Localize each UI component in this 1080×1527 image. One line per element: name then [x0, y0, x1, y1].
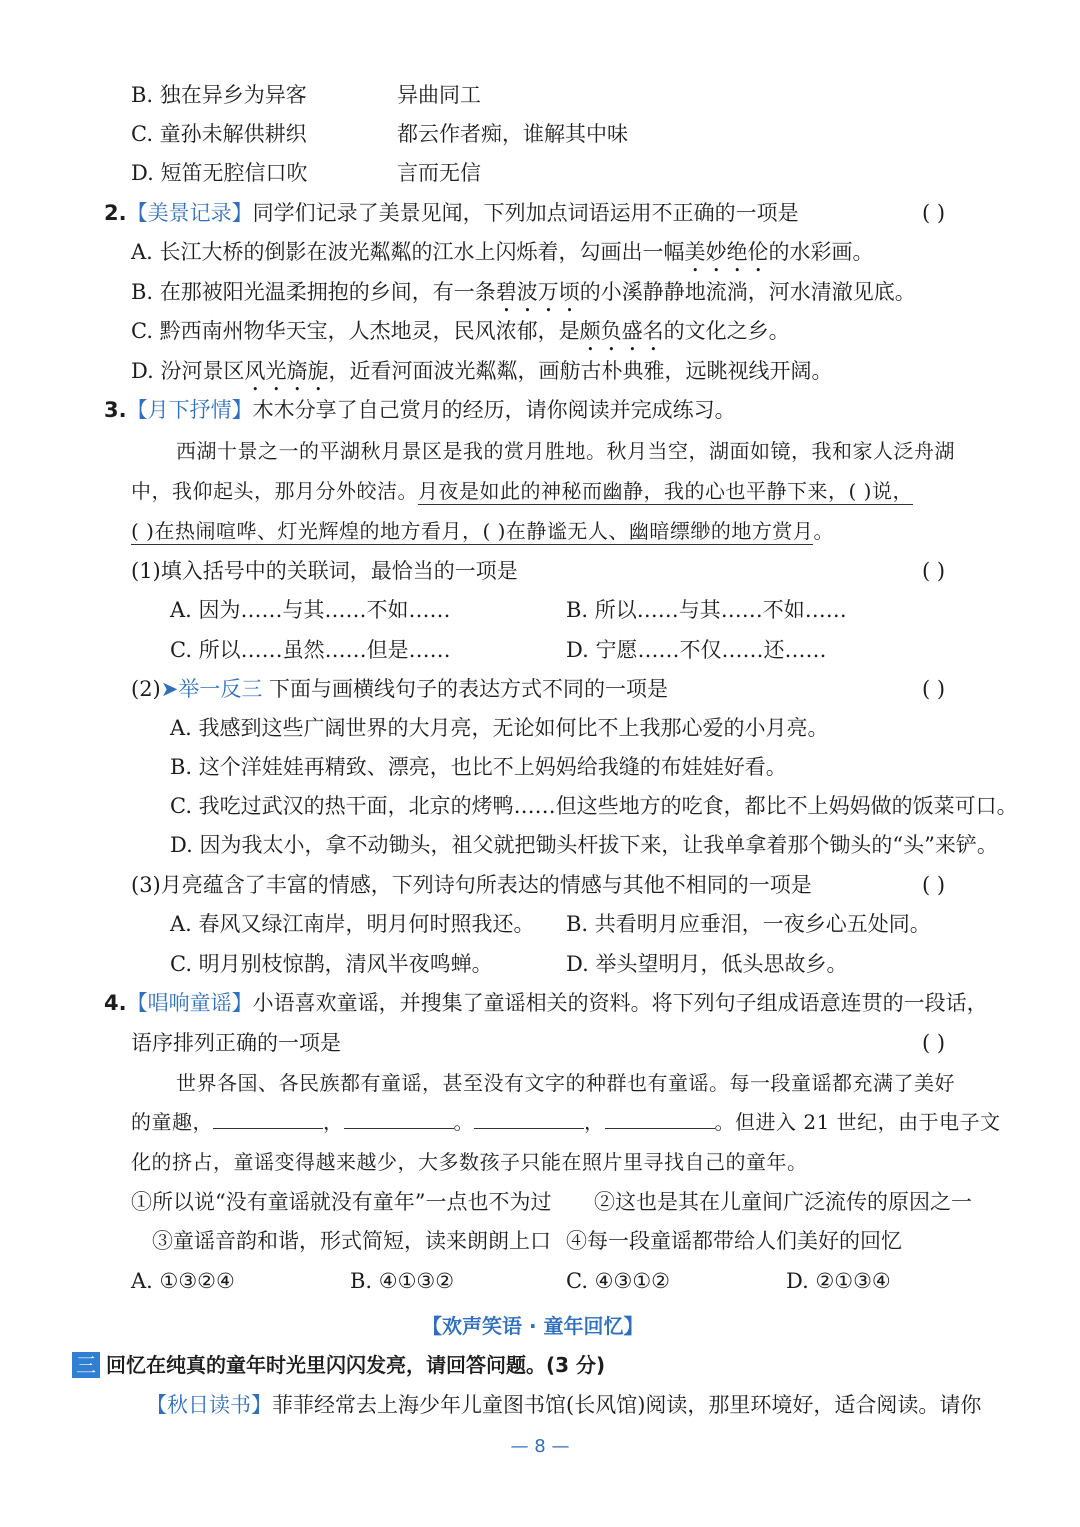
question-2-tag: 【美景记录】: [126, 201, 253, 225]
q4-choice-a: A. ①③②④: [131, 1269, 235, 1293]
question-4-stem-line-2: 语序排列正确的一项是: [131, 1031, 341, 1055]
q1-option-d-left: D. 短笛无腔信口吹: [131, 161, 308, 185]
q3-passage-line-3: ( )在热闹喧哗、灯光辉煌的地方看月，( )在静谧无人、幽暗缥缈的地方赏月。: [131, 519, 834, 543]
section-number-badge: 三: [72, 1352, 100, 1378]
page-number: — 8 —: [510, 1436, 570, 1457]
q2-option-c: C. 黔西南州物华天宝，人杰地灵，民风浓郁，是颇负盛名的文化之乡。: [131, 319, 790, 343]
part-3-title: 回忆在纯真的童年时光里闪闪发亮，请回答问题。(3 分): [106, 1353, 606, 1377]
q2-option-a: A. 长江大桥的倒影在波光粼粼的江水上闪烁着，勾画出一幅美妙绝伦的水彩画。: [131, 240, 874, 264]
fill-blank[interactable]: [605, 1108, 715, 1129]
section-title: 【欢声笑语 · 童年回忆】: [422, 1314, 644, 1338]
answer-paren: ( ): [922, 1031, 946, 1055]
q1-option-c-right: 都云作者痴，谁解其中味: [397, 122, 628, 146]
question-2-stem: 2.【美景记录】同学们记录了美景见闻，下列加点词语运用不正确的一项是: [104, 201, 799, 225]
q4-choice-c: C. ④③①②: [566, 1269, 670, 1293]
q3-sub-1-option-d: D. 宁愿……不仅……还……: [566, 638, 827, 662]
q3-sub-2-option-a: A. 我感到这些广阔世界的大月亮，无论如何比不上我那心爱的小月亮。: [170, 716, 829, 740]
q4-passage-line-1: 世界各国、各民族都有童谣，甚至没有文字的种群也有童谣。每一段童谣都充满了美好: [176, 1071, 955, 1095]
q4-passage-line-2: 的童趣， ， 。 ， 。但进入 21 世纪，由于电子文: [131, 1110, 1001, 1134]
q1-option-c-left: C. 童孙未解供耕织: [131, 122, 307, 146]
q1-option-b-right: 异曲同工: [397, 83, 481, 107]
fill-blank[interactable]: [213, 1108, 323, 1129]
q4-passage-line-3: 化的挤占，童谣变得越来越少，大多数孩子只能在照片里寻找自己的童年。: [131, 1150, 808, 1174]
q1-option-b-left: B. 独在异乡为异客: [131, 83, 307, 107]
q3-sub-3-option-c: C. 明月别枝惊鹊，清风半夜鸣蝉。: [170, 952, 493, 976]
fill-blank[interactable]: [344, 1108, 454, 1129]
q3-sub-2: (2)➤举一反三 下面与画横线句子的表达方式不同的一项是: [131, 677, 669, 701]
q3-sub-3: (3)月亮蕴含了丰富的情感，下列诗句所表达的情感与其他不相同的一项是: [131, 873, 812, 897]
q4-sentence-2: ②这也是其在儿童间广泛流传的原因之一: [594, 1190, 972, 1214]
q2-option-d: D. 汾河景区风光旖旎，近看河面波光粼粼，画舫古朴典雅，远眺视线开阔。: [131, 359, 833, 383]
q4-sentence-3: ③童谣音韵和谐，形式简短，读来朗朗上口: [152, 1229, 551, 1253]
question-3-stem: 3.【月下抒情】木木分享了自己赏月的经历，请你阅读并完成练习。: [104, 398, 736, 422]
q2-option-b: B. 在那被阳光温柔拥抱的乡间，有一条碧波万顷的小溪静静地流淌，河水清澈见底。: [131, 280, 916, 304]
q3-passage-line-1: 西湖十景之一的平湖秋月景区是我的赏月胜地。秋月当空，湖面如镜，我和家人泛舟湖: [176, 439, 955, 463]
q4-choice-b: B. ④①③②: [350, 1269, 455, 1293]
q3-sub-1: (1)填入括号中的关联词，最恰当的一项是: [131, 559, 518, 583]
q4-choice-d: D. ②①③④: [786, 1269, 891, 1293]
q3-sub-3-option-d: D. 举头望明月，低头思故乡。: [566, 952, 848, 976]
q3-sub-2-option-d: D. 因为我太小，拿不动锄头，祖父就把锄头杆拔下来，让我单拿着那个锄头的“头”来铲。: [170, 833, 998, 857]
q3-sub-2-option-c: C. 我吃过武汉的热干面，北京的烤鸭……但这些地方的吃食，都比不上妈妈做的饭菜可口。: [170, 794, 1018, 818]
q3-sub-1-option-b: B. 所以……与其……不如……: [566, 598, 847, 622]
part-3-text: 【秋日读书】菲菲经常去上海少年儿童图书馆(长风馆)阅读，那里环境好，适合阅读。请你: [146, 1393, 982, 1417]
answer-paren: ( ): [922, 201, 946, 225]
q1-option-d-right: 言而无信: [397, 161, 481, 185]
q3-sub-3-option-b: B. 共看明月应垂泪，一夜乡心五处同。: [566, 912, 931, 936]
fill-blank[interactable]: [474, 1108, 584, 1129]
q4-sentence-1: ①所以说“没有童谣就没有童年”一点也不为过: [131, 1190, 552, 1214]
q3-sub-3-option-a: A. 春风又绿江南岸，明月何时照我还。: [170, 912, 535, 936]
q3-sub-1-option-c: C. 所以……虽然……但是……: [170, 638, 451, 662]
q4-sentence-4: ④每一段童谣都带给人们美好的回忆: [566, 1229, 902, 1253]
q3-passage-line-2: 中，我仰起头，那月分外皎洁。月夜是如此的神秘而幽静，我的心也平静下来，( )说，: [131, 479, 913, 503]
q3-sub-1-option-a: A. 因为……与其……不如……: [170, 598, 451, 622]
q3-sub-2-option-b: B. 这个洋娃娃再精致、漂亮，也比不上妈妈给我缝的布娃娃好看。: [170, 755, 787, 779]
answer-paren: ( ): [922, 873, 946, 897]
answer-paren: ( ): [922, 559, 946, 583]
answer-paren: ( ): [922, 677, 946, 701]
question-4-stem: 4.【唱响童谣】小语喜欢童谣，并搜集了童谣相关的资料。将下列句子组成语意连贯的一段话，: [104, 991, 988, 1015]
underlined-sentence: 月夜是如此的神秘而幽静，我的心也平静下来，( )说，: [418, 479, 913, 503]
